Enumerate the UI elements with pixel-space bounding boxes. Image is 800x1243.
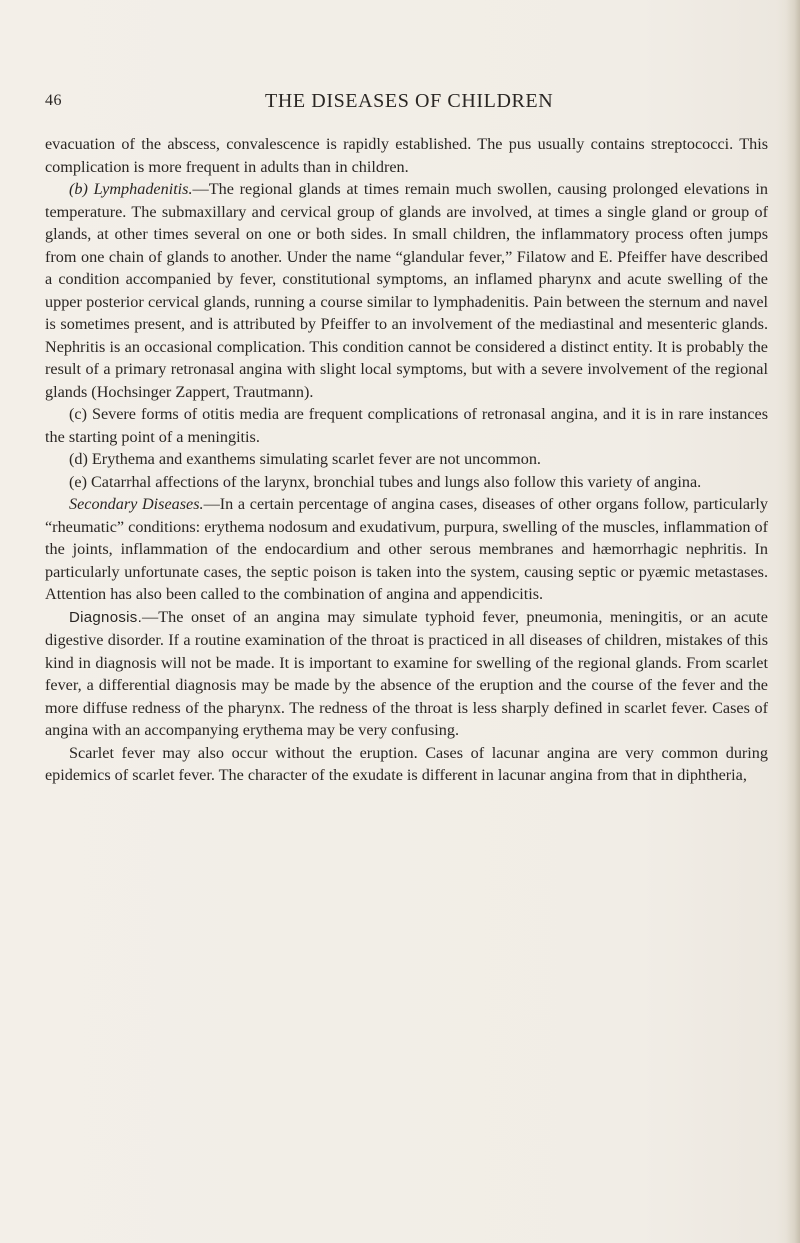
page-number: 46 (45, 92, 62, 109)
paragraph (45, 606, 768, 742)
paragraph-text: Scarlet fever may also occur without the eruption. Cases of lacunar angina are very common during epidemics of scarlet fever. The character of the exudate is different in lacunar angina from that in diphtheria, (45, 743, 768, 784)
paragraph (45, 493, 768, 606)
body-text (45, 133, 768, 787)
running-title: THE DISEASES OF CHILDREN (265, 90, 554, 112)
page-edge-shadow (786, 0, 800, 1243)
paragraph (45, 448, 768, 471)
paragraph (45, 403, 768, 448)
paragraph-text: (d) Erythema and exanthems simulating scarlet fever are not uncommon. (69, 450, 541, 468)
paragraph-text: (e) Catarrhal affections of the larynx, bronchial tubes and lungs also follow this variety of angina. (69, 472, 702, 491)
paragraph-text: evacuation of the abscess, convalescence is rapidly established. The pus usually contains streptococci. This complication is more frequent in adults than in children. (45, 135, 768, 176)
paragraph (45, 178, 768, 403)
paragraph (45, 133, 768, 178)
paragraph-text: (c) Severe forms of otitis media are frequent complications of retronasal angina, and it is in rare instances the starting point of a meningitis. (45, 405, 768, 446)
section-label: Diagnosis. (69, 608, 143, 626)
paragraph-text: —The onset of an angina may simulate typhoid fever, pneumonia, meningitis, or an acute digestive disorder. If a routine examination of the throat is practiced in all diseases of children, mistakes of this kind in diagnosis will not be made. It is important to examine for swelling of the regional glands. From scarlet fever, a differential diagnosis may be made by the absence of the eruption and the course of the fever and the more diffuse redness of the pharynx. The redness of the throat is less sharply defined in scarlet fever. Cases of angina with an accompanying erythema may be very confusing. (45, 607, 768, 739)
paragraph (45, 471, 768, 494)
page-header (45, 92, 755, 118)
paragraph-text: —In a certain percentage of angina cases, diseases of other organs follow, particularly “rheumatic” conditions: erythema nodosum and exudativum, purpura, swelling of the muscles, inflammation of the joints, inflammation of the endocardium and other serous membranes and hæmorrhagic nephritis. In particularly unfortunate cases, the septic poison is taken into the system, causing septic or pyæmic metastases. Attention has also been called to the combination of angina and appendicitis. (45, 495, 768, 603)
section-label: Secondary Diseases. (69, 495, 204, 513)
section-label: (b) Lymphadenitis. (69, 180, 193, 198)
paragraph-text: —The regional glands at times remain much swollen, causing prolonged elevations in temperature. The submaxillary and cervical group of glands are involved, at times a single gland or group of glands, at other times several on one or both sides. In small children, the inflammatory process often jumps from one chain of glands to another. Under the name “glandular fever,” Filatow and E. Pfeiffer have described a condition accompanied by fever, constitutional symptoms, an inflamed pharynx and acute swelling of the upper posterior cervical glands, running a course similar to lymphadenitis. Pain between the sternum and navel is sometimes present, and is attributed by Pfeiffer to an involvement of the mediastinal and mesenteric glands. Nephritis is an occasional complication. This condition cannot be considered a distinct entity. It is probably the result of a primary retronasal angina with slight local symptoms, but with a severe involvement of the regional glands (Hochsinger Zappert, Trautmann). (45, 180, 768, 401)
paragraph (45, 742, 768, 787)
